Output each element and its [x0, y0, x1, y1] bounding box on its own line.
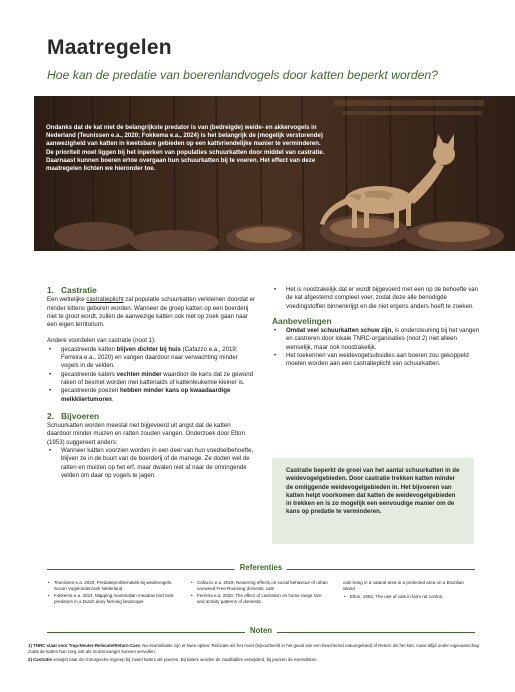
note-1: [28, 643, 488, 655]
summary-callout: Castratie beperkt de groei van het aantal schuurkatten in de weidevogelgebieden. Door castratie trekken katten minder de omliggende weidevogelgebieden in. Het bijvoeren van katten helpt voorkomen dat katten de weidevogelgebieden in trekken en is zo mogelijk een eenvoudige manier om de kans op predatie te verminderen.: [272, 458, 474, 544]
castratie-paragraph-1: [47, 296, 255, 329]
list-item: • Het is noodzakelijk dat er wordt bijgevoerd met een op de behoefte van de kat afgestemd compleet voer, zodat deze alle benodigde voedingstoffen binnenkrijgt en die niet ergens anders hoeft te zoeken.: [272, 286, 484, 311]
references-column-2: [190, 580, 330, 606]
castratie-paragraph-2: Andere voordelen van castratie (noot 1):: [47, 337, 156, 345]
notes-heading: Noten: [245, 626, 277, 635]
text-span: waardoor de kans dat ze gewond raken of besmet worden met kattenaids of kattenleukemie kleiner is.: [61, 370, 254, 386]
note-term: TNRC staat voor Trap-Neuter-Relocate/Return-Care.: [33, 643, 141, 648]
text-span: .: [111, 395, 114, 403]
references-divider: [47, 564, 475, 574]
list-item: [47, 346, 255, 371]
note-text: Na neutralisatie zijn er twee opties: Relocate als het moet (bijvoorbeeld in het geval van een beschermd natuurgebied) of Return als het kan, maar altijd onder eigenaarschap zodat de katten hun zorg ook als muizenvanger kunnen vervullen.: [28, 643, 480, 654]
references-heading: Referenties: [235, 563, 287, 572]
bijvoeren-paragraph: Schuurkatten worden meestal niet bijgevoerd uit angst dat de katten daardoor minder muizen en ratten zouden vangen. Onderzoek door Elton (1953) suggereert anders:: [47, 422, 245, 446]
emphasis: blijven dichter bij huis: [116, 345, 181, 353]
section-title: Bijvoeren: [61, 410, 100, 421]
section-number: 1.: [47, 285, 54, 295]
note-2: [28, 657, 488, 663]
page-title: Maatregelen: [47, 36, 172, 59]
page-subtitle: Hoe kan de predatie van boerenlandvogels door katten beperkt worden?: [47, 68, 438, 82]
intro-text: Ondanks dat de kat niet de belangrijkste predator is van (bedreigde) weide- en akkervogels in Nederland (Teunissen e.a., 2020; Fokkema e.a., 2024) is het belangrijk de (mogelijk verstorende) aanwezigheid van katten in kwetsbare gebieden op een kattvriendelijke manier te verminderen. De prioriteit moet liggen bij het inperken van populaties schuurkatten door middel van castratie. Daarnaast kunnen boeren ertoe overgaan hun schuurkatten bij te voeren. Het effect van deze maatregelen lichten we hieronder toe.: [46, 124, 325, 173]
reference-item: • Cafazzo e.a. 2019, Neutering effects on social behaviour of urban unowned Free-Roaming domestic cats: [190, 580, 330, 592]
emphasis: vechten minder: [116, 370, 162, 378]
reference-item: • Elton, 1953, The use of cats in farm rat control.: [343, 594, 475, 600]
section-heading-bijvoeren: [47, 412, 255, 420]
header-photo: [34, 96, 515, 251]
note-number: 2): [28, 657, 32, 662]
right-column: [272, 286, 484, 369]
list-item: [47, 387, 255, 404]
references-column-1: [47, 580, 177, 606]
reference-continuation: cats living in a natural area in a protected area on a Brazilian island: [343, 580, 464, 591]
section-title: Castratie: [61, 285, 97, 295]
aanbevelingen-list: [272, 327, 484, 368]
list-item: • Het toekennen van weidevogelsubsidies aan boeren zou gekoppeld moeten worden aan een castratieplicht van schuurkatten.: [272, 352, 484, 369]
note-number: 1): [28, 643, 32, 648]
text-span: zal populatie schuurkatten verkleinen doordat er minder kittens geboren worden. Wanneer de groep katten op een boerderij niet te groot wordt, zullen de aanwezige katten ook niet op zoek gaan naar een eigen territorium.: [47, 296, 255, 329]
emphasis: hebben minder kans op kwaadaardige melkkliertumoren: [61, 387, 231, 403]
reference-item: • Fokkema e.a. 2024, Mapping mammalian meadow bird nest predators in a Dutch dairy farming landscape: [47, 593, 177, 605]
section-number: 2.: [47, 410, 54, 421]
references-column-3: [343, 580, 475, 601]
note-term: Castratie: [33, 657, 52, 662]
bijvoeren-list-continued: [272, 286, 484, 311]
left-column: [47, 286, 255, 480]
castratieplicht-term: castratieplicht: [86, 296, 124, 304]
reference-item: • Teunissen e.a. 2020, Predatieproblematiek bij weidevogels. Sovon Vogelonderzoek Nederland: [47, 580, 177, 592]
emphasis: Omdat veel schuurkatten schuw zijn,: [286, 327, 394, 335]
castratie-benefits-list: [47, 346, 255, 404]
text-span: Een wettelijke: [47, 296, 87, 304]
list-item: [272, 327, 484, 352]
references-column-3-list: [343, 594, 475, 600]
text-span: is ondersteuning bij het vangen en castreren door lokale TNRC-organisaties (noot 2) niet alleen wenselijk, maar ook noodzakelijk.: [286, 327, 480, 351]
section-heading-aanbevelingen: Aanbevelingen: [272, 315, 332, 326]
text-span: gecastreerde poezen: [61, 387, 120, 395]
bijvoeren-list: [47, 447, 255, 480]
text-span: gecastreerde katers: [61, 370, 117, 378]
section-heading-castratie: [47, 286, 255, 294]
text-span: gecastreerde katten: [61, 345, 117, 353]
list-item: • Wanneer katten voorzien worden in een deel van hun voedselbehoefte, blijven ze in de buurt van de boerderij of de manege. Ze doden wel de ratten en muizen op het erf, maar dwalen niet af naar de omringende velden om daar op vogels te jagen.: [47, 447, 255, 480]
text-span: (Cafazzo e.a., 2019; Ferreira e.a., 2020) en vangen daardoor naar verwachting minder vogels in de velden.: [61, 345, 238, 370]
notes-divider: [47, 627, 475, 637]
note-text: verwijst naar de chirurgische ingreep bij zowel katers als poezen. Bij katers worden de zaadballen verwijderd, bij poezen de eierstokken.: [51, 657, 318, 662]
list-item: [47, 371, 255, 388]
reference-item: • Ferreira e.a. 2020, The effect of castration on home range size and activity patterns of domestic: [190, 593, 330, 605]
notes-block: [28, 643, 488, 663]
barn-cat-illustration: [34, 96, 515, 251]
